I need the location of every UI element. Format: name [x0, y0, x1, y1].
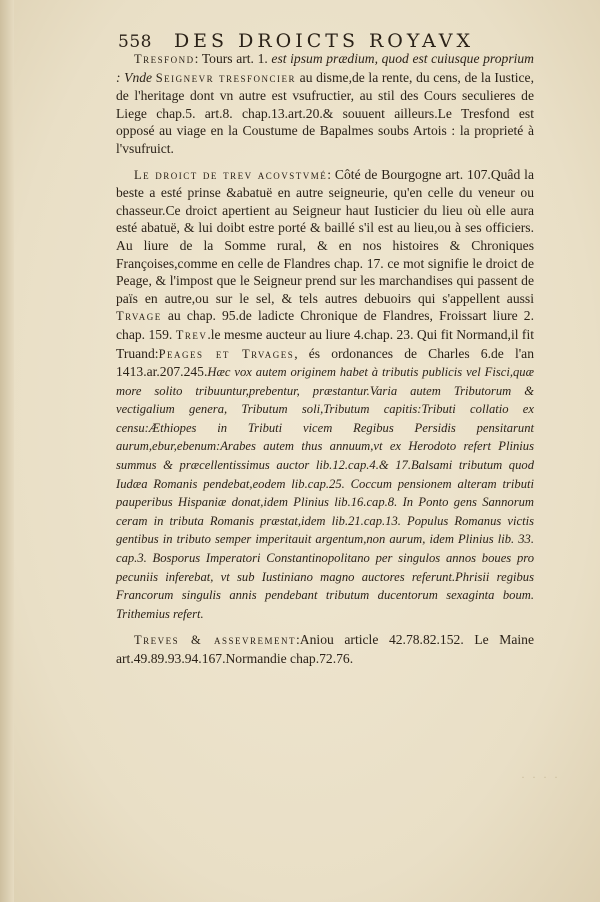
entry-text: au chap. 95.de ladicte Chronique de Flandres, Froissart liure 2. chap. 159. [116, 308, 534, 342]
entry-term: Trev [175, 327, 208, 342]
entry-droict-de-treu [116, 166, 534, 624]
entry-text: au disme,de la rente, du cens, de la Iustice, de l'heritage dont vn autre est vsufructier, au stil des Cours seculieres de Liege chap.5. art.8. chap.13.art.20.& souuent ailleurs.Le Tresfond est opposé au viage en la Coustume de Bapalmes soubs Artois : la proprieté à l'vsufruict. [116, 69, 534, 156]
entry-text: :Aniou article 42.78.82.152. Le Maine art.49.89.93.94.167.Normandie chap.72.76. [116, 632, 534, 666]
entry-latin: Hæc vox autem originem habet à tributis publicis vel Fisci,quæ more solito tribuuntur,prebentur, præstantur.Varia autem Tributorum & vectigalium genera, Tributum soli,Tributum capitis:Tributi collatio ex censu:Æthiopes in Tributi vicem Regibus Persidis pensitarunt aurum,ebur,ebenum:Arabes autem thus annuum,vt ex Herodoto refert Plinius summus & præcellentissimus auctor lib.12.cap.4.& 17.Balsami tributum quod Iudæa Romanis pendebat,eodem lib.cap.25. Coccum pensionem alteram tributi pauperibus Hispaniæ donat,idem Plinius lib.16.cap.8. In Ponto gens Sannorum ceram in tributa Romanis præstat,idem lib.21.cap.13. Populus Romanus victis gentibus in tributo semper imperitauit argentum,non aurum, idem Plinius lib. 33. cap.3. Bosporus Imperatori Constantinopolitano per singulos annos boues pro pecuniis inferebat, vt sub Iustiniano magno auctores referunt.Phrisii regibus Francorum singulis annis pendebant tributum ducentorum sexaginta boum. Trithemius refert. [116, 365, 534, 621]
body-text [116, 50, 534, 676]
entry-text: : Côté de Bourgogne art. 107.Quâd la beste a esté prinse &abatuë en autre seigneurie, qu'en celle du veneur ou chasseur.Ce droict apertient au Seigneur haut Iusticier du lieu où elle aura esté abatuë, & lui doibt estre porté & baillé s'il est au lieu,ou à ses officiers. Au liure de la Somme rural, & en nos histoires & Chroniques Françoises,comme en celle de Flandres chap. 17. ce mot signifie le droict de Peage, & l'impost que le Seigneur prend sur les marchandises qui passent de païs en autre,ou sur le sel, & tels autres debuoirs qui s'appellent aussi [116, 166, 534, 306]
page-gutter-shadow [0, 0, 14, 902]
entry-treves [116, 631, 534, 667]
bleed-through-mark: · · · · [519, 770, 558, 784]
page-header [118, 30, 538, 52]
entry-term: Peages et Trvages [158, 346, 295, 361]
entry-term: Trvage [116, 309, 162, 324]
entry-text: : Tours art. 1. [194, 51, 272, 66]
entry-latin: est ipsum prædium, quod est cuiusque proprium : Vnde [116, 51, 534, 85]
entry-text: , és ordonances de Charles 6.de l'an 1413.ar.207.245. [116, 345, 534, 380]
entry-text: .le mesme aucteur au liure 4.chap. 23. Qui fit Normand,il fit Truand: [116, 326, 535, 361]
entry-keyword: Tresfond [134, 52, 195, 66]
entry-keyword: Le droict de trev acovstvmé [134, 167, 328, 182]
running-head: DES DROICTS ROYAVX [173, 30, 474, 52]
entry-keyword: Treves & assevrement [134, 633, 297, 648]
page-number: 558 [118, 32, 152, 52]
entry-tresfond [116, 50, 534, 158]
entry-term: Seignevr tresfoncier [155, 70, 297, 85]
